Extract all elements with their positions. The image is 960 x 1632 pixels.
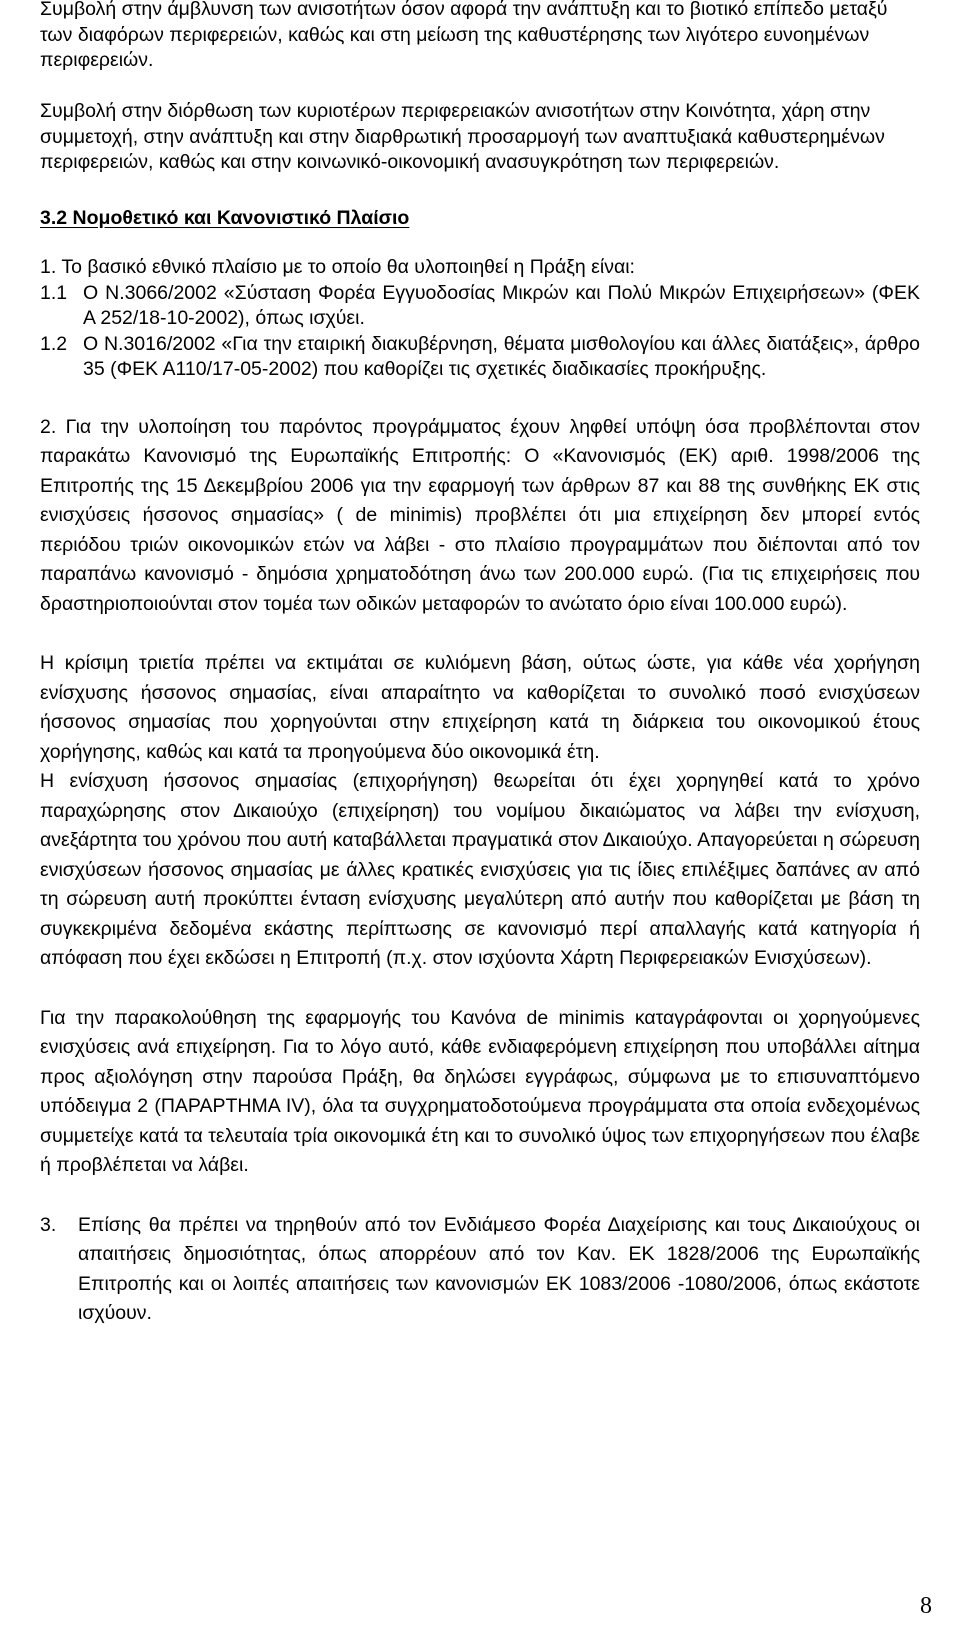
item-3-number: 3.: [40, 1213, 57, 1236]
item-2-paragraph-1: 2. Για την υλοποίηση του παρόντος προγράμματος έχουν ληφθεί υπόψη όσα προβλέπονται στον παρακάτω Κανονισμό της Ευρωπαϊκής Επιτροπής: Ο «Κανονισμός (ΕΚ) αριθ. 1998/2006 της Επιτροπής της 15 Δεκεμβρίου 2006 για την εφαρμογή των άρθρων 87 και 88 της συνθήκης ΕΚ στις ενισχύσεις ήσσονος σημασίας» ( de minimis) προβλέπει ότι μια επιχείρηση δεν μπορεί εντός περιόδου τριών οικονομικών ετών να λάβει - στο πλαίσιο προγραμμάτων που διέπονται από τον παραπάνω κανονισμό - δημόσια χρηματοδότηση άνω των 200.000 ευρώ. (Για τις επιχειρήσεις που δραστηριοποιούνται στον τομέα των οδικών μεταφορών το ανώτατο όριο είναι 100.000 ευρώ).: [40, 415, 920, 615]
item-1-intro: 1. Το βασικό εθνικό πλαίσιο με το οποίο θα υλοποιηθεί η Πράξη είναι:: [40, 256, 635, 278]
spacer: [40, 619, 920, 649]
spacer: [40, 231, 920, 255]
subitem-1-1-number: 1.1: [40, 281, 68, 304]
item-2-paragraph-3: Η ενίσχυση ήσσονος σημασίας (επιχορήγηση) θεωρείται ότι έχει χορηγηθεί κατά το χρόνο παραχώρησης στον Δικαιούχο (επιχείρηση) του νομίμου δικαιώματος να λάβει την ενίσχυση, ανεξάρτητα του χρόνου που αυτή καταβάλλεται πραγματικά στον Δικαιούχο. Απαγορεύεται η σώρευση ενισχύσεων ήσσονος σημασίας με άλλες κρατικές ενισχύσεις για τις ίδιες επιλέξιμες δαπάνες αν από τη σώρευση αυτή προκύπτει ένταση ενίσχυσης μεγαλύτερη από αυτήν που καθορίζεται με βάση τη συγκεκριμένα δεδομένα εκάστης περίπτωσης σε κανονισμό περί απαλλαγής κατά κατηγορία ή απόφαση που έχει εκδώσει η Επιτροπή (π.χ. στον ισχύοντα Χάρτη Περιφερειακών Ενισχύσεων).: [40, 770, 920, 969]
page-number: 8: [920, 1593, 932, 1619]
subitem-1-1-text: Ο Ν.3066/2002 «Σύσταση Φορέα Εγγυοδοσίας Μικρών και Πολύ Μικρών Επιχειρήσεων» (ΦΕΚ Α 252/18-10-2002), όπως ισχύει.: [83, 281, 920, 329]
spacer: [40, 1181, 920, 1211]
section-heading: 3.2 Νομοθετικό και Κανονιστικό Πλαίσιο: [40, 206, 410, 229]
item-2-paragraph-4: Για την παρακολούθηση της εφαρμογής του Κανόνα de minimis καταγράφονται οι χορηγούμενες ενισχύσεις ανά επιχείρηση. Για το λόγο αυτό, κάθε ενδιαφερόμενη επιχείρηση που υποβάλλει αίτημα προς αξιολόγηση στην παρούσα Πράξη, θα δηλώσει εγγράφως, σύμφωνα με το επισυναπτόμενο υπόδειγμα 2 (ΠΑΡΑΡΤΗΜΑ IV), όλα τα συγχρηματοδοτούμενα προγράμματα στα οποία ενδεχομένως συμμετείχε κατά τα τελευταία τρία οικονομικά έτη και το συνολικό ύψος των επιχορηγήσεων που έλαβε ή προβλέπεται να λάβει.: [40, 1006, 920, 1176]
subitem-1-1: [40, 281, 920, 332]
document-page: [40, 0, 920, 1329]
subitem-1-2-number: 1.2: [40, 332, 68, 355]
subitem-1-2: [40, 332, 920, 383]
item-3-text-first-line-holder: [78, 1211, 920, 1329]
intro-paragraph-1: Συμβολή στην άμβλυνση των ανισοτήτων όσον αφορά την ανάπτυξη και το βιοτικό επίπεδο μεταξύ των διαφόρων περιφερειών, καθώς και στη μείωση της καθυστέρησης των λιγότερο ευνοημένων περιφερειών.: [40, 0, 888, 71]
subitem-1-2-text: Ο Ν.3016/2002 «Για την εταιρική διακυβέρνηση, θέματα μισθολογίου και άλλες διατάξεις», άρθρο 35 (ΦΕΚ Α110/17-05-2002) που καθορίζει τις σχετικές διαδικασίες προκήρυξης.: [83, 332, 920, 380]
item-3-text: Επίσης θα πρέπει να τηρηθούν από τον Ενδιάμεσο Φορέα Διαχείρισης και τους Δικαιούχους οι απαιτήσεις δημοσιότητας, όπως απορρέουν από τον Καν. ΕΚ 1828/2006 της Ευρωπαϊκής Επιτροπής και οι λοιπές απαιτήσεις των κανονισμών ΕΚ 1083/2006 -1080/2006, όπως εκάστοτε ισχύουν.: [78, 1213, 920, 1324]
spacer: [40, 383, 920, 413]
item-3: [40, 1211, 920, 1329]
item-2-paragraph-2: Η κρίσιμη τριετία πρέπει να εκτιμάται σε κυλιόμενη βάση, ούτως ώστε, για κάθε νέα χορήγηση ενίσχυσης ήσσονος σημασίας, είναι απαραίτητο να καθορίζεται το συνολικό ποσό ενισχύσεων ήσσονος σημασίας που χορηγούνται στην επιχείρηση κατά τη διάρκεια του οικονομικού έτους χορήγησης, καθώς και κατά τα προηγούμενα δύο οικονομικά έτη.: [40, 652, 920, 763]
spacer: [40, 974, 920, 1004]
spacer: [40, 74, 920, 100]
spacer: [40, 176, 920, 206]
intro-paragraph-2: Συμβολή στην διόρθωση των κυριοτέρων περιφερειακών ανισοτήτων στην Κοινότητα, χάρη στην συμμετοχή, στην ανάπτυξη και στην διαρθρωτική προσαρμογή των αναπτυξιακά καθυστερημένων περιφερειών, καθώς και στην κοινωνικό-οικονομική ανασυγκρότηση των περιφερειών.: [40, 100, 885, 173]
